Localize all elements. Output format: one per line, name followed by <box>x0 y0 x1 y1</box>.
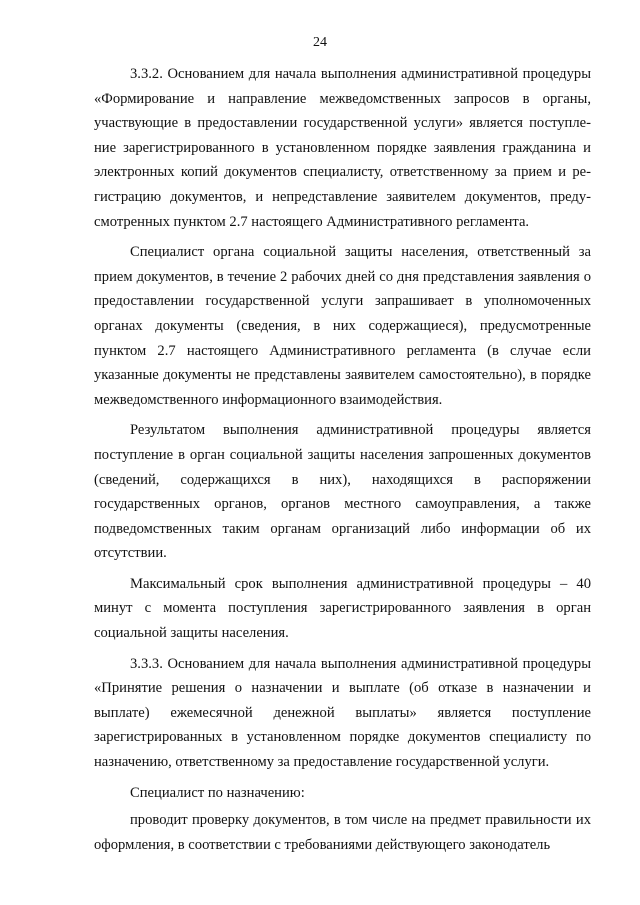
paragraph-3-3-3: 3.3.3. Основанием для начала выполнения административной процедуры «Принятие решения о назначении и выплате (об отказе в назначении и выплате) ежемесячной денежной выплаты» является поступление зарегистрированных в установленном порядке документов специалисту по назначению, ответственному за предоставление государственной услуги. <box>94 655 591 771</box>
document-body <box>94 62 591 863</box>
paragraph-max-duration: Максимальный срок выполнения административной процедуры – 40 минут с момента поступления зарегистрированного заявления в орган социальной защиты населения. <box>94 575 591 642</box>
paragraph-3-3-2: 3.3.2. Основанием для начала выполнения административной процедуры «Формирование и направление межведомственных запросов в органы, участвующие в предоставлении государственной услуги» является поступление зарегистрированного в установленном порядке заявления гражданина и электронных копий документов специалисту, ответственному за прием и регистрацию документов, и непредставление заявителем документов, предусмотренных пунктом 2.7 настоящего Административного регламента. <box>94 66 591 230</box>
page-number: 24 <box>313 35 327 50</box>
paragraph-assignment-specialist: Специалист по назначению: <box>130 784 305 801</box>
paragraph-specialist-requests: Специалист органа социальной защиты населения, ответственный за прием документов, в течение 2 рабочих дней со дня представления заявления о предоставлении государственной услуги запрашивает в уполномоченных органах документы (сведения, в них содержащиеся), предусмотренные пунктом 2.7 настоящего Административного регламента (в случае если указанные документы не представлены заявителем самостоятельно), в порядке межведомственного информационного взаимодействия. <box>94 244 591 408</box>
paragraph-procedure-result: Результатом выполнения административной процедуры является поступление в орган социальной защиты населения запрошенных документов (сведений, содержащихся в них), находящихся в распоряжении государственных органов, органов местного самоуправления, а также подведомственных таким органам организаций либо информации об их отсутствии. <box>94 422 591 562</box>
paragraph-document-check: проводит проверку документов, в том числе на предмет правильности их оформления, в соответствии с требованиями действующего законодатель <box>94 812 591 853</box>
